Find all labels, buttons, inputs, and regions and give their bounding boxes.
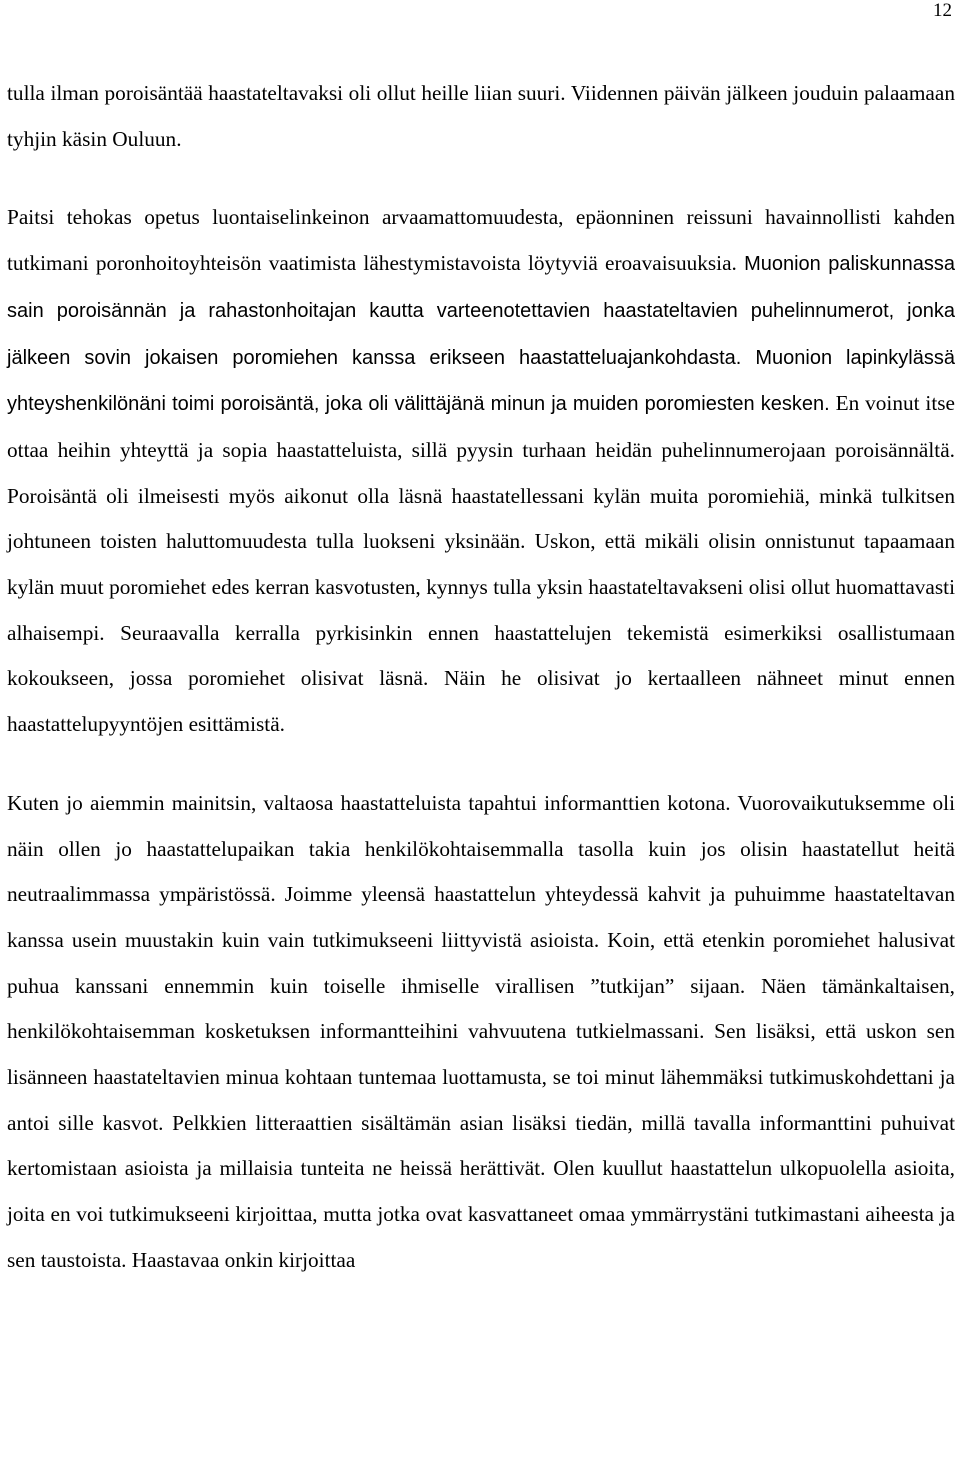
paragraph-3: [7, 781, 955, 1284]
page-number: 12: [933, 0, 952, 21]
paragraph-2-text-b: Muonion paliskunnassa sain poroisännän ja rahastonhoitajan kautta varteenotettavien haastateltavien puhelinnumerot, jonka jälkeen sovin jokaisen poromiehen kanssa erikseen haastatteluajankohdasta. Muonion lapinkylässä yhteyshenkilönäni toimi poroisäntä, joka oli välittäjänä minun ja muiden poromiesten kesken.: [7, 253, 955, 416]
paragraph-1-text: tulla ilman poroisäntää haastateltavaksi oli ollut heille liian suuri. Viidennen päivän jälkeen jouduin palaamaan tyhjin käsin Ouluun.: [7, 81, 955, 151]
document-body: [7, 71, 955, 1284]
paragraph-2: [7, 195, 955, 747]
paragraph-2-text-a: Paitsi tehokas opetus luontaiselinkeinon arvaamattomuudesta, epäonninen reissuni havainnollisti kahden tutkimani poronhoitoyhteisön vaatimista lähestymistavoista löytyviä eroavaisuuksia.: [7, 205, 955, 276]
paragraph-2-text-c: En voinut itse ottaa heihin yhteyttä ja sopia haastatteluista, sillä pyysin turhaan heidän puhelinnumerojaan poroisännältä. Poroisäntä oli ilmeisesti myös aikonut olla läsnä haastatellessani kylän muita poromiehiä, minkä tulkitsen johtuneen toisten haluttomuudesta tulla luokseni yksinään. Uskon, että mikäli olisin onnistunut tapaamaan kylän muut poromiehet edes kerran kasvotusten, kynnys tulla yksin haastateltavakseni olisi ollut huomattavasti alhaisempi. Seuraavalla kerralla pyrkisinkin ennen haastattelujen tekemistä esimerkiksi osallistumaan kokoukseen, jossa poromiehet olisivat läsnä. Näin he olisivat jo kertaalleen nähneet minut ennen haastattelupyyntöjen esittämistä.: [7, 391, 955, 737]
paragraph-1: [7, 71, 955, 162]
paragraph-3-text: Kuten jo aiemmin mainitsin, valtaosa haastatteluista tapahtui informanttien kotona. Vuorovaikutuksemme oli näin ollen jo haastattelupaikan takia henkilökohtaisemmalla tasolla kuin jos olisin haastatellut heitä neutraalimmassa ympäristössä. Joimme yleensä haastattelun yhteydessä kahvit ja puhuimme haastateltavan kanssa usein muustakin kuin vain tutkimukseeni liittyvistä asioista. Koin, että etenkin poromiehet halusivat puhua kanssani ennemmin kuin toiselle ihmiselle virallisen ”tutkijan” sijaan. Näen tämänkaltaisen, henkilökohtaisemman kosketuksen informantteihini vahvuutena tutkielmassani. Sen lisäksi, että uskon sen lisänneen haastateltavien minua kohtaan tuntemaa luottamusta, se toi minut lähemmäksi tutkimuskohdettani ja antoi sille kasvot. Pelkkien litteraattien sisältämän asian lisäksi tiedän, millä tavalla informanttini puhuivat kertomistaan asioista ja millaisia tunteita ne heissä herättivät. Olen kuullut haastattelun ulkopuolella asioita, joita en voi tutkimukseeni kirjoittaa, mutta jotka ovat kasvattaneet omaa ymmärrystäni tutkimastani aiheesta ja sen taustoista. Haastavaa onkin kirjoittaa: [7, 790, 955, 1272]
